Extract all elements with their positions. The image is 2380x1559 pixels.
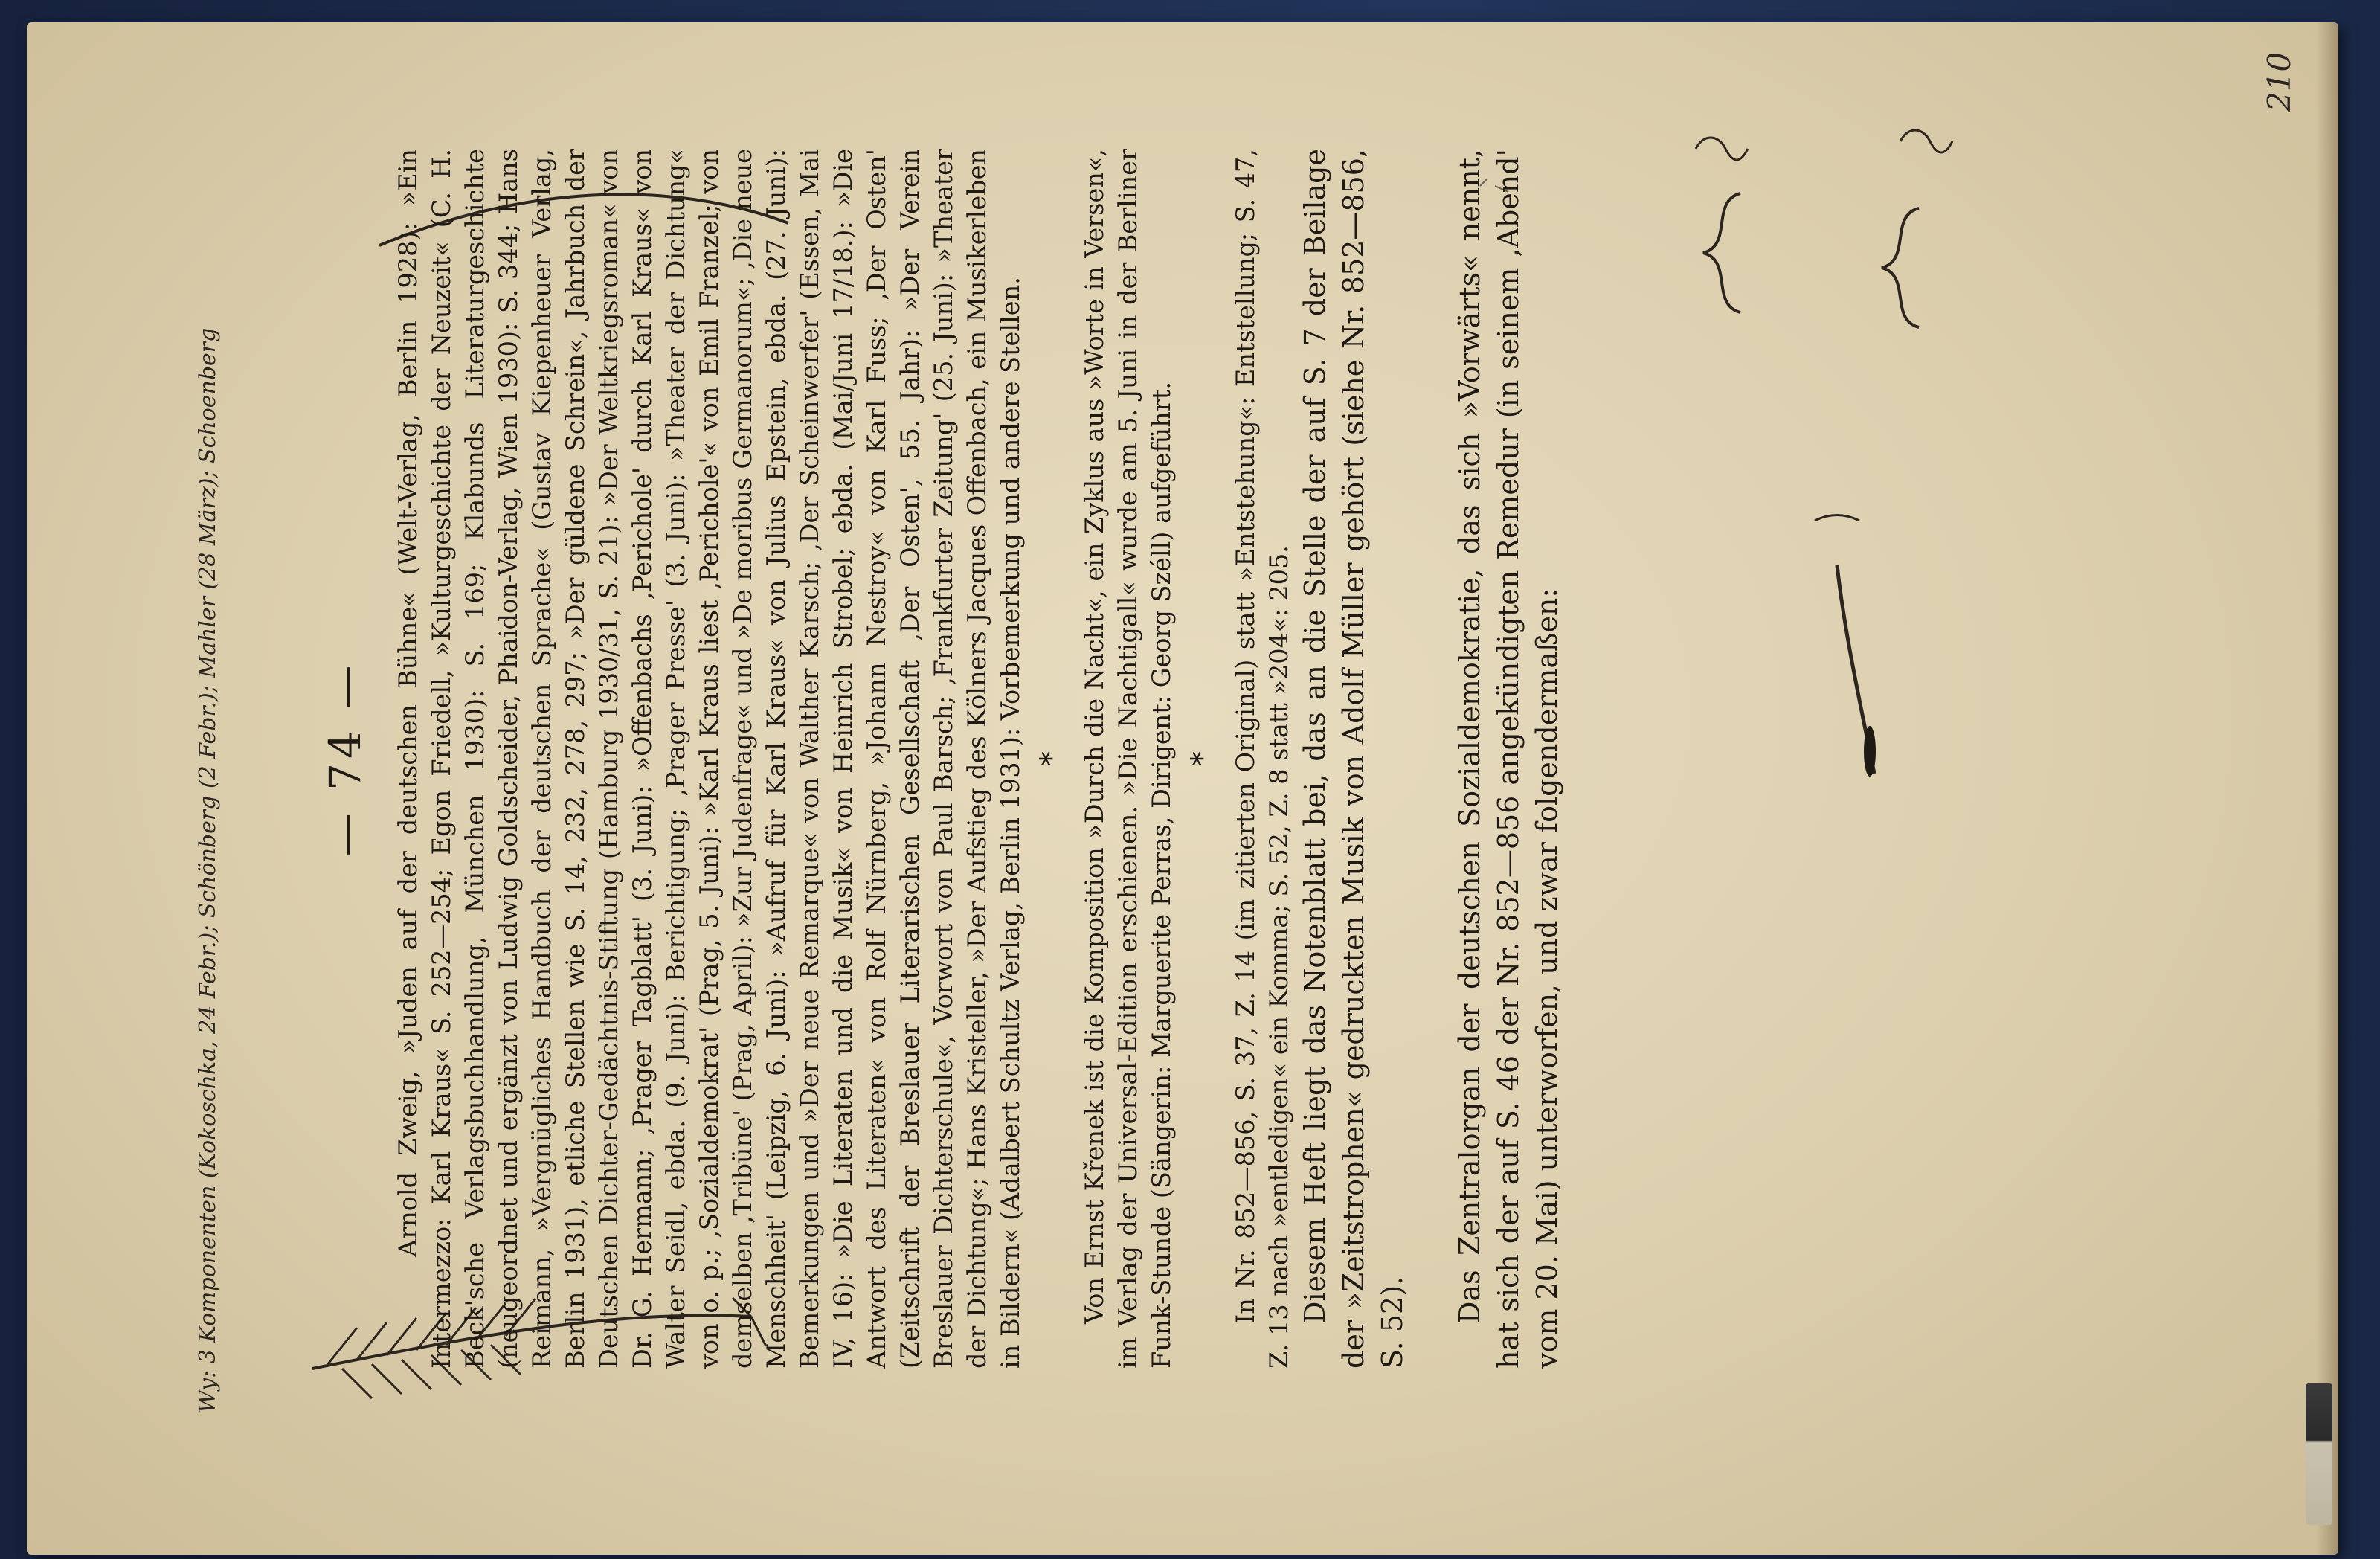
krenek-paragraph: Von Ernst Křenek ist die Komposition »Durch die Nacht«, ein Zyklus aus »Worte in Versen«, im Verlag der Universal-Edition erschienen. »Die Nachtigall« wurde am 5. Juni in der Berliner Funk-Stunde (Sängerin: Marguerite Perras, Dirigent: Georg Széll) aufgeführt.	[1080, 149, 1176, 1369]
bibliography-paragraph: Arnold Zweig, »Juden auf der deutschen Bühne« (Welt-Verlag, Berlin 1928): »Ein Intermezzo: Karl Kraus« S. 252—254; Egon Friedell, »Kulturgeschichte der Neuzeit« (C. H. Beck'sche Verlagsbuchhandlung, München 1930): S. 169; Klabunds Literaturgeschichte (neugeordnet und ergänzt von Ludwig Goldscheider, Phaidon-Verlag, Wien 1930): S. 344; Hans Reimann, »Vergnügliches Handbuch der deutschen Sprache« (Gustav Kiepenheuer Verlag, Berlin 1931), etliche Stellen wie S. 14, 232, 278, 297; »Der güldene Schrein«, Jahrbuch der Deutschen Dichter-Gedächtnis-Stiftung (Hamburg 1930/31, S. 21): »Der Weltkriegsroman« von Dr. G. Hermann; ‚Prager Tagblatt' (3. Juni): »Offenbachs ‚Perichole' durch Karl Kraus« von Walter Seidl, ebda. (9. Juni): Berichtigung; ‚Prager Presse' (3. Juni): »Theater der Dichtung« von o. p.; ‚Sozialdemokrat' (Prag, 5. Juni): »Karl Kraus liest ‚Perichole'« von Emil Franzel; von demselben ‚Tribüne' (Prag, April): »Zur Judenfrage« und »De moribus Germanorum«; ‚Die neue Menschheit' (Leipzig, 6. Juni): »Aufruf für Karl Kraus« von Julius Epstein, ebda. (27. Juni): Bemerkungen und »Der neue Remarque« von Walther Karsch; ‚Der Scheinwerfer' (Essen, Mai IV, 16): »Die Literaten und die Musik« von Heinrich Strobel; ebda. (Mai/Juni 17/18.): »Die Antwort des Literaten« von Rolf Nürnberg, »Johann Nestroy« von Karl Fuss; ‚Der Osten' (Zeitschrift der Breslauer Literarischen Gesellschaft ‚Der Osten', 55. Jahr): »Der Verein Breslauer Dichterschule«, Vorwort von Paul Barsch; ‚Frankfurter Zeitung' (25. Juni): »Theater der Dichtung«; Hans Kristeller, »Der Aufstieg des Kölners Jacques Offenbach, ein Musikerleben in Bildern« (Adalbert Schultz Verlag, Berlin 1931): Vorbemerkung und andere Stellen.	[393, 149, 1025, 1369]
section-divider: *	[1186, 751, 1220, 766]
section-divider: *	[1035, 751, 1069, 766]
page-number: — 74 —	[320, 660, 370, 857]
page-corner-tab	[2306, 1383, 2332, 1525]
notenblatt-paragraph: Diesem Heft liegt das Notenblatt bei, das an die Stelle der auf S. 7 der Beilage der »Zeitstrophen« gedruckten Musik von Adolf Müller gehört (siehe Nr. 852—856, S. 52).	[1299, 149, 1409, 1369]
handwritten-folio-number: 210	[2261, 51, 2297, 112]
vorwaerts-paragraph: Das Zentralorgan der deutschen Sozialdemokratie, das sich »Vorwärts« nennt, hat sich der auf S. 46 der Nr. 852—856 angekündigten Remedur (in seinem ‚Abend' vom 20. Mai) unterworfen, und zwar folgendermaßen:	[1453, 149, 1563, 1369]
handwritten-margin-note: Wy: 3 Komponenten (Kokoschka, 24 Febr.); Schönberg (2 Febr.); Mahler (28 März); Schoenberg	[195, 327, 221, 1413]
rotated-text-frame	[320, 149, 1563, 1369]
errata-paragraph: In Nr. 852—856, S. 37, Z. 14 (im zitierten Original) statt »Entstehung«: Entstellung; S. 47, Z. 13 nach »entledigen« ein Komma; S. 52, Z. 8 statt »204«: 205.	[1231, 149, 1293, 1369]
page-edge-shadow	[2316, 22, 2338, 1555]
